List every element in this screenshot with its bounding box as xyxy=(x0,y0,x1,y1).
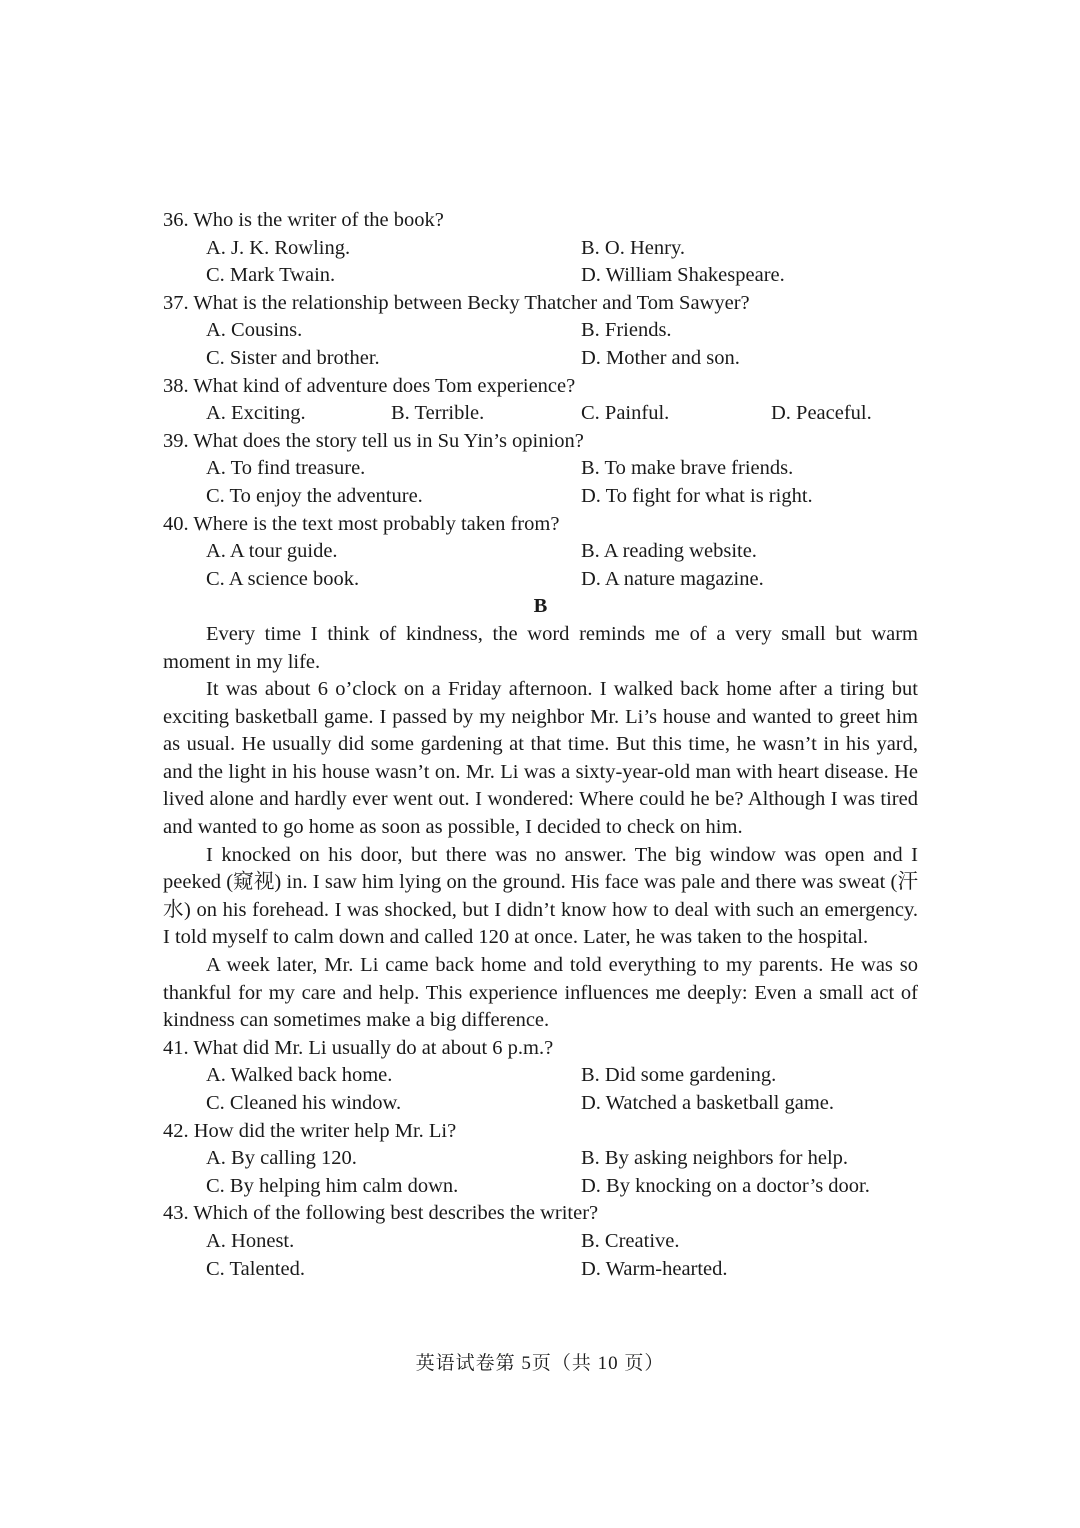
question-stem: 40. Where is the text most probably taken from? xyxy=(163,512,560,535)
option: A. A tour guide. xyxy=(206,540,338,563)
option: D. Mother and son. xyxy=(581,346,740,369)
options xyxy=(163,1145,918,1200)
option: A. Walked back home. xyxy=(206,1064,393,1087)
question-stem: 39. What does the story tell us in Su Yin’s opinion? xyxy=(163,429,584,452)
options xyxy=(163,1062,918,1117)
option: D. To fight for what is right. xyxy=(581,484,813,507)
passage-paragraph: It was about 6 o’clock on a Friday afternoon. I walked back home after a tiring but exciting basketball game. I passed by my neighbor Mr. Li’s house and wanted to greet him as usual. He usually did some gardening at that time. But this time, he wasn’t in his yard, and the light in his house wasn’t on. Mr. Li was a sixty-year-old man with heart disease. He lived alone and hardly ever went out. I wondered: Where could he be? Although I was tired and wanted to go home as soon as possible, I decided to check on him. xyxy=(163,678,918,839)
passage-paragraph: Every time I think of kindness, the word reminds me of a very small but warm moment in my life. xyxy=(163,622,918,673)
option: C. To enjoy the adventure. xyxy=(206,484,423,507)
option: A. Honest. xyxy=(206,1229,295,1252)
option: B. By asking neighbors for help. xyxy=(581,1147,849,1170)
page-content xyxy=(163,207,918,1283)
option: B. To make brave friends. xyxy=(581,457,794,480)
option: B. Creative. xyxy=(581,1229,680,1252)
option: A. J. K. Rowling. xyxy=(206,236,351,259)
option: C. Sister and brother. xyxy=(206,346,380,369)
page-footer: 英语试卷第 5页（共 10 页） xyxy=(415,1353,665,1374)
question-stem: 41. What did Mr. Li usually do at about 6 p.m.? xyxy=(163,1036,554,1059)
option: D. By knocking on a doctor’s door. xyxy=(581,1174,870,1197)
option: B. A reading website. xyxy=(581,540,757,563)
options xyxy=(163,235,918,290)
option: C. Mark Twain. xyxy=(206,264,336,287)
passage-paragraph: A week later, Mr. Li came back home and told everything to my parents. He was so thankful for my care and help. This experience influences me deeply: Even a small act of kindness can sometimes make a big difference. xyxy=(163,954,918,1032)
options xyxy=(163,317,918,372)
option: D. A nature magazine. xyxy=(581,567,764,590)
options xyxy=(163,400,918,428)
option: D. Warm-hearted. xyxy=(581,1257,728,1280)
options xyxy=(163,538,918,593)
option: C. Painful. xyxy=(581,402,670,425)
question-stem: 38. What kind of adventure does Tom experience? xyxy=(163,374,576,397)
option: A. By calling 120. xyxy=(206,1147,357,1170)
question-stem: 37. What is the relationship between Becky Thatcher and Tom Sawyer? xyxy=(163,291,750,314)
option: C. A science book. xyxy=(206,567,360,590)
option: D. William Shakespeare. xyxy=(581,264,785,287)
question-stem: 36. Who is the writer of the book? xyxy=(163,209,444,231)
option: C. Talented. xyxy=(206,1257,305,1280)
option: B. Friends. xyxy=(581,319,672,342)
option: D. Watched a basketball game. xyxy=(581,1092,834,1114)
option: C. By helping him calm down. xyxy=(206,1174,459,1197)
option: B. Did some gardening. xyxy=(581,1064,777,1087)
options xyxy=(163,455,918,510)
option: C. Cleaned his window. xyxy=(206,1092,402,1114)
question-stem: 42. How did the writer help Mr. Li? xyxy=(163,1119,457,1142)
passage-paragraph: I knocked on his door, but there was no answer. The big window was open and I peeked (窥视) in. I saw him lying on the ground. His face was pale and there was sweat (汗水) on his forehead. I was shocked, but I didn’t know how to deal with such an emergency. I told myself to calm down and called 120 at once. Later, he was taken to the hospital. xyxy=(163,843,918,949)
question-stem: 43. Which of the following best describes the writer? xyxy=(163,1202,599,1225)
options xyxy=(163,1228,918,1283)
section-heading: B xyxy=(533,595,548,618)
option: A. Cousins. xyxy=(206,319,303,342)
option: A. To find treasure. xyxy=(206,457,366,480)
option: B. Terrible. xyxy=(391,402,485,425)
option: B. O. Henry. xyxy=(581,236,686,259)
option: D. Peaceful. xyxy=(771,402,872,425)
option: A. Exciting. xyxy=(206,402,306,425)
